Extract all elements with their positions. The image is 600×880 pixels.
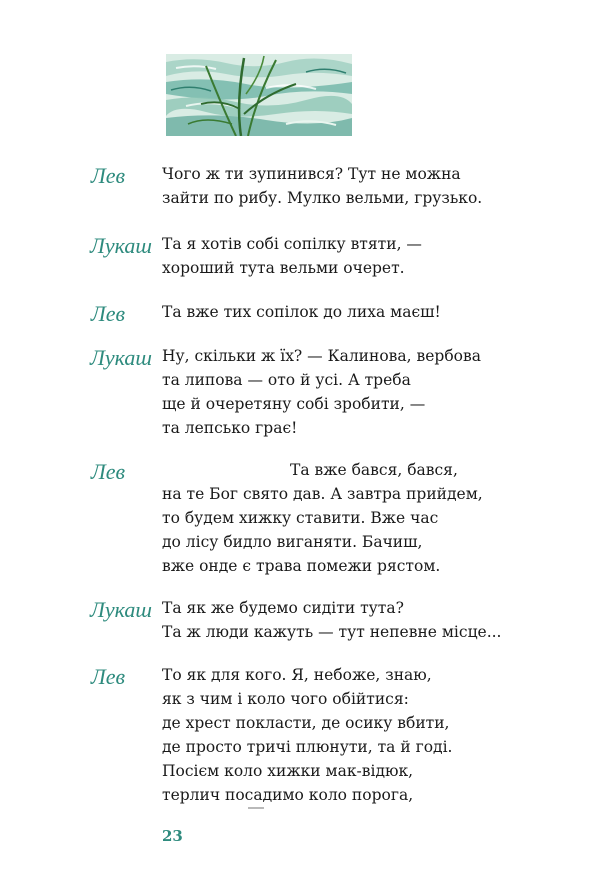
scan-artifact	[248, 807, 264, 809]
speaker-name: Лев	[90, 301, 126, 326]
reeds-water-illustration	[166, 54, 352, 136]
speaker-name: Лев	[90, 163, 126, 188]
speaker-name: Лев	[90, 664, 126, 689]
verse-line: Посієм коло хижки мак-відюк,	[162, 762, 414, 780]
speaker-name: Лукаш	[89, 345, 152, 370]
page-number: 23	[162, 827, 183, 845]
verse-line: Та як же будемо сидіти тута?	[162, 599, 404, 617]
verse-line: Чого ж ти зупинився? Тут не можна	[162, 165, 461, 183]
verse-line: де просто тричі плюнути, та й годі.	[162, 738, 453, 756]
verse-line: ще й очеретяну собі зробити, —	[162, 395, 426, 413]
verse-line: хороший тута вельми очерет.	[162, 259, 405, 277]
verse-line: Та вже тих сопілок до лиха маєш!	[162, 303, 441, 321]
verse-line: Ну, скільки ж їх? — Калинова, вербова	[162, 347, 481, 365]
speaker-name: Лукаш	[89, 597, 152, 622]
verse-line: до лісу бидло виганяти. Бачиш,	[162, 533, 423, 551]
verse-line: то будем хижку ставити. Вже час	[162, 509, 439, 527]
verse-line: та липова — ото й усі. А треба	[162, 371, 411, 389]
verse-line: То як для кого. Я, небоже, знаю,	[162, 666, 432, 684]
verse-line: як з чим і коло чого обійтися:	[162, 690, 409, 708]
speaker-name: Лукаш	[89, 233, 152, 258]
verse-line: Та вже бався, бався,	[290, 461, 458, 479]
verse-line: зайти по рибу. Мулко вельми, грузько.	[162, 189, 483, 207]
verse-line: на те Бог свято дав. А завтра прийдем,	[162, 485, 483, 503]
verse-line: вже онде є трава помежи рястом.	[162, 557, 441, 575]
verse-line: Та ж люди кажуть — тут непевне місце...	[162, 623, 502, 641]
verse-line: де хрест покласти, де осику вбити,	[162, 714, 450, 732]
verse-line: та лепсько грає!	[162, 419, 298, 437]
verse-line: терлич посадимо коло порога,	[162, 786, 414, 804]
speaker-name: Лев	[90, 459, 126, 484]
verse-line: Та я хотів собі сопілку втяти, —	[162, 235, 422, 253]
